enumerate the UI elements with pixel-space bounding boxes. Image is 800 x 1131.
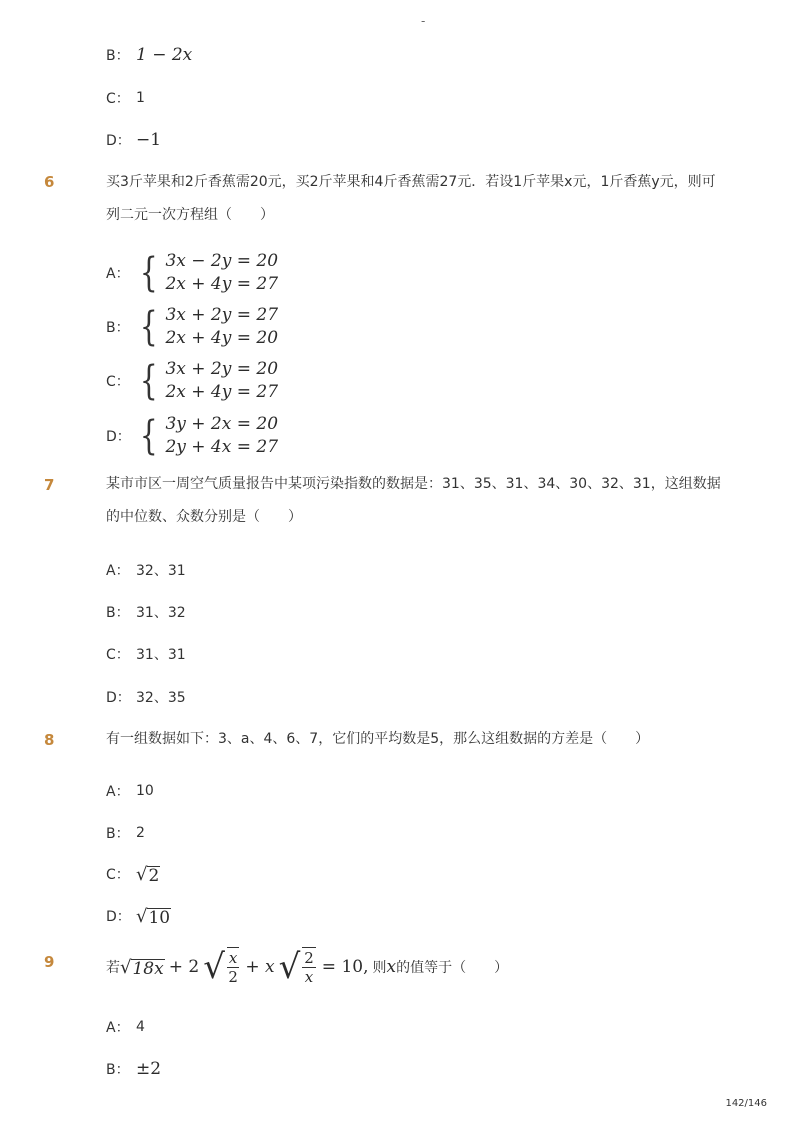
option-math: ±2 [136, 1059, 162, 1079]
question-text-6: 买3斤苹果和2斤香蕉需20元，买2斤苹果和4斤香蕉需27元．若设1斤苹果x元，1斤香蕉y元，则可列二元一次方程组（ ） [106, 174, 716, 223]
equation-system [136, 304, 278, 350]
q5-option-d[interactable] [106, 128, 161, 152]
header-dash: - [421, 14, 426, 28]
fraction-square-root [203, 947, 241, 987]
plus-term: + 2 [168, 957, 200, 977]
option-math: 1 − 2x [136, 45, 193, 65]
question-text-7: 某市市区一周空气质量报告中某项污染指数的数据是：31、35、31、34、30、32、31，这组数据的中位数、众数分别是（ ） [106, 476, 721, 525]
equation-1: 3x + 2y = 20 [165, 359, 279, 379]
option-text: 32、31 [136, 563, 186, 579]
q7-option-a[interactable] [106, 558, 186, 582]
question-prefix: 若 [106, 960, 120, 976]
question-number-9: 9 [44, 953, 55, 971]
option-text: 10 [136, 783, 154, 799]
option-label: B： [106, 826, 130, 842]
option-label: C： [106, 374, 130, 390]
q7-option-c[interactable] [106, 642, 186, 666]
question-number-7: 7 [44, 476, 55, 494]
option-label: D： [106, 690, 131, 706]
option-label: D： [106, 133, 131, 149]
question-suffix: 则 [372, 960, 387, 976]
square-root [136, 864, 160, 885]
equals-term: = 10, [321, 957, 369, 977]
q5-option-b[interactable] [106, 43, 192, 67]
equation-2: 2x + 4y = 20 [165, 328, 279, 348]
option-text: 4 [136, 1019, 145, 1035]
numerator: x [228, 949, 238, 967]
variable: x [386, 957, 397, 977]
option-label: D： [106, 429, 131, 445]
q6-option-b[interactable] [106, 304, 278, 350]
numerator: 2 [304, 949, 314, 967]
fraction-square-root [279, 947, 318, 987]
option-label: C： [106, 91, 130, 107]
equation-2: 2y + 4x = 27 [165, 437, 279, 457]
question-number-6: 6 [44, 173, 55, 191]
q5-option-c[interactable] [106, 86, 145, 110]
q7-option-b[interactable] [106, 600, 186, 624]
radicand: 18x [132, 958, 164, 979]
option-label: C： [106, 647, 130, 663]
q6-option-c[interactable] [106, 358, 278, 404]
denominator: x [304, 968, 314, 986]
option-label: B： [106, 48, 130, 64]
option-label: C： [106, 867, 130, 883]
equation-1: 3x − 2y = 20 [165, 251, 279, 271]
option-label: B： [106, 1062, 130, 1078]
option-label: A： [106, 1020, 130, 1036]
q8-option-d[interactable] [106, 904, 171, 928]
q8-option-b[interactable] [106, 821, 145, 845]
q6-option-a[interactable] [106, 250, 278, 296]
left-brace: { [139, 250, 158, 296]
square-root [120, 957, 165, 978]
page-number: 142/146 [725, 1098, 767, 1109]
option-text: 32、35 [136, 690, 186, 706]
fraction [302, 947, 316, 987]
q9-option-b[interactable] [106, 1057, 161, 1081]
plus-term: + x [245, 957, 275, 977]
left-brace: { [139, 413, 158, 459]
radical-sign: √ [136, 863, 148, 885]
left-brace: { [139, 358, 158, 404]
equation-1: 3y + 2x = 20 [165, 414, 279, 434]
square-root [136, 906, 171, 927]
option-label: D： [106, 909, 131, 925]
q6-option-d[interactable] [106, 413, 278, 459]
option-text: 1 [136, 90, 145, 106]
q7-option-d[interactable] [106, 685, 186, 709]
option-label: B： [106, 320, 130, 336]
radical-sign: √ [136, 905, 148, 927]
option-label: A： [106, 784, 130, 800]
q8-option-c[interactable] [106, 862, 160, 886]
fraction [227, 947, 239, 987]
equation-2: 2x + 4y = 27 [165, 382, 279, 402]
option-label: A： [106, 266, 130, 282]
question-text-9 [106, 943, 508, 991]
denominator: 2 [228, 968, 238, 986]
radical-sign: √ [120, 956, 132, 978]
question-suffix-end: 的值等于（ ） [396, 960, 509, 976]
radicand: 2 [148, 865, 160, 886]
question-number-8: 8 [44, 731, 55, 749]
option-label: A： [106, 563, 130, 579]
option-math: −1 [136, 130, 162, 150]
equation-system [136, 413, 278, 459]
option-text: 31、31 [136, 647, 186, 663]
option-label: B： [106, 605, 130, 621]
q8-option-a[interactable] [106, 779, 154, 803]
option-text: 2 [136, 825, 145, 841]
equation-1: 3x + 2y = 27 [165, 305, 279, 325]
radical-sign: √ [278, 947, 301, 987]
equation-2: 2x + 4y = 27 [165, 274, 279, 294]
q9-option-a[interactable] [106, 1015, 145, 1039]
radical-sign: √ [203, 947, 225, 987]
radicand: 10 [148, 907, 171, 928]
equation-system [136, 358, 278, 404]
equation-system [136, 250, 278, 296]
question-text-8: 有一组数据如下：3、a、4、6、7，它们的平均数是5，那么这组数据的方差是（ ） [106, 731, 650, 747]
option-text: 31、32 [136, 605, 186, 621]
left-brace: { [139, 304, 158, 350]
